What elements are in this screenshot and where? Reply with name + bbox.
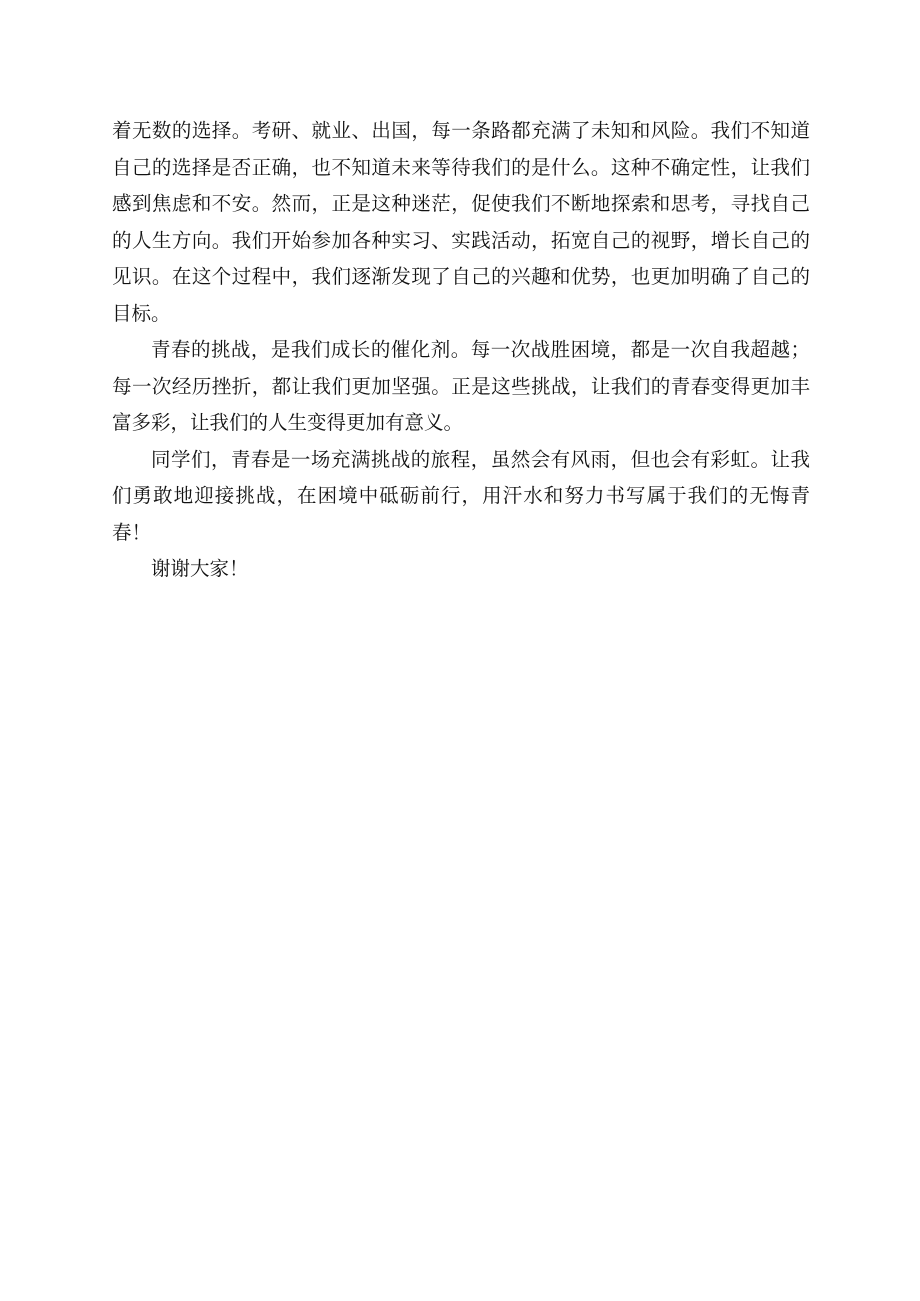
paragraph-thanks: 谢谢大家！ (151, 557, 249, 580)
paragraph-closing: 同学们，青春是一场充满挑战的旅程，虽然会有风雨，但也会有彩虹。让我们勇敢地迎接挑战，在困境中砥砺前行，用汗水和努力书写属于我们的无悔青春！ (112, 447, 810, 544)
document-body (112, 113, 810, 588)
paragraph-continuation: 着无数的选择。考研、就业、出国，每一条路都充满了未知和风险。我们不知道自己的选择是否正确，也不知道未来等待我们的是什么。这种不确定性，让我们感到焦虑和不安。然而，正是这种迷茫，促使我们不断地探索和思考，寻找自己的人生方向。我们开始参加各种实习、实践活动，拓宽自己的视野，增长自己的见识。在这个过程中，我们逐渐发现了自己的兴趣和优势，也更加明确了自己的目标。 (112, 119, 810, 325)
paragraph-challenge: 青春的挑战，是我们成长的催化剂。每一次战胜困境，都是一次自我超越；每一次经历挫折，都让我们更加坚强。正是这些挑战，让我们的青春变得更加丰富多彩，让我们的人生变得更加有意义。 (112, 338, 810, 434)
